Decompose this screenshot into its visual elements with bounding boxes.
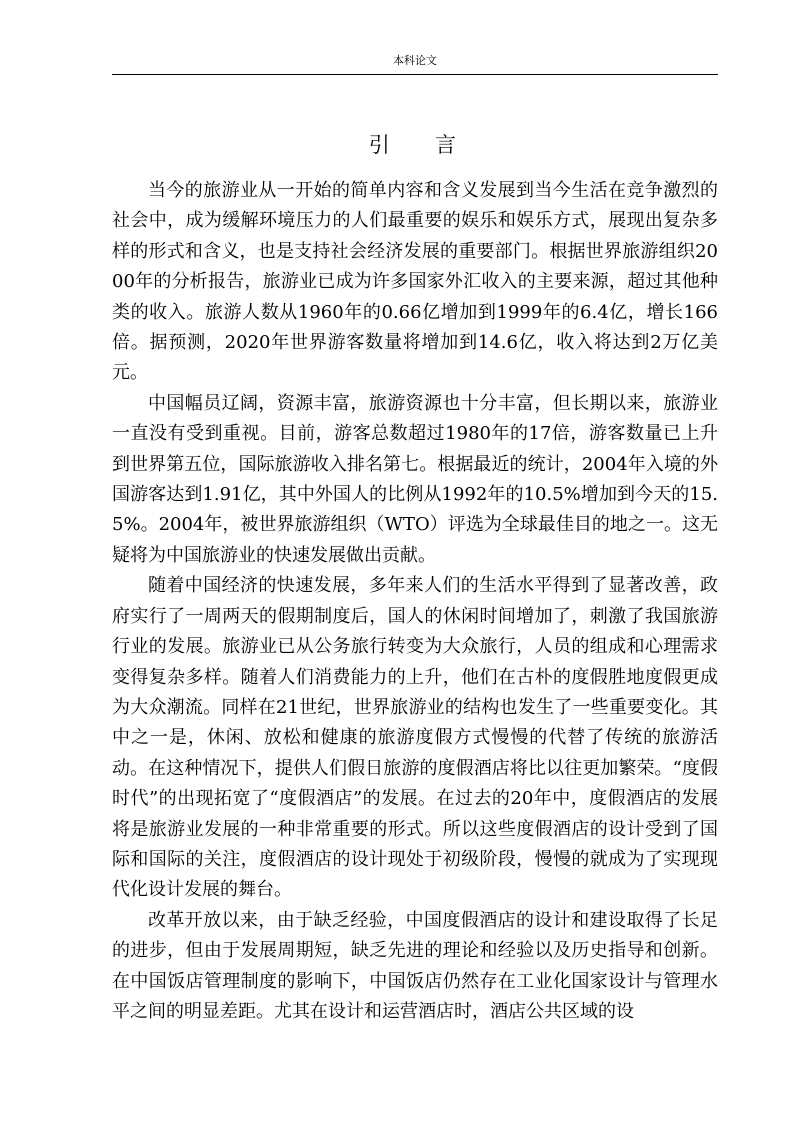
body-text	[112, 176, 718, 1027]
running-header: 本科论文	[112, 54, 718, 75]
section-title-char-2: 言	[435, 133, 462, 157]
section-title-char-1: 引	[368, 133, 395, 157]
paragraph: 改革开放以来，由于缺乏经验，中国度假酒店的设计和建设取得了长足的进步，但由于发展周期短，缺乏先进的理论和经验以及历史指导和创新。在中国饭店管理制度的影响下，中国饭店仍然存在工业化国家设计与管理水平之间的明显差距。尤其在设计和运营酒店时，酒店公共区域的设	[112, 909, 718, 1022]
paragraph: 随着中国经济的快速发展，多年来人们的生活水平得到了显著改善，政府实行了一周两天的假期制度后，国人的休闲时间增加了，刺激了我国旅游行业的发展。旅游业已从公务旅行转变为大众旅行，人员的组成和心理需求变得复杂多样。随着人们消费能力的上升，他们在古朴的度假胜地度假更成为大众潮流。同样在21世纪，世界旅游业的结构也发生了一些重要变化。其中之一是，休闲、放松和健康的旅游度假方式慢慢的代替了传统的旅游活动。在这种情况下，提供人们假日旅游的度假酒店将比以往更加繁荣。“度假时代”的出现拓宽了“度假酒店”的发展。在过去的20年中，度假酒店的发展将是旅游业发展的一种非常重要的形式。所以这些度假酒店的设计受到了国际和国际的关注，度假酒店的设计现处于初级阶段，慢慢的就成为了实现现代化设计发展的舞台。	[112, 575, 718, 901]
paragraph: 当今的旅游业从一开始的简单内容和含义发展到当今生活在竞争激烈的社会中，成为缓解环境压力的人们最重要的娱乐和娱乐方式，展现出复杂多样的形式和含义，也是支持社会经济发展的重要部门。根据世界旅游组织2000年的分析报告，旅游业已成为许多国家外汇收入的主要来源，超过其他种类的收入。旅游人数从1960年的0.66亿增加到1999年的6.4亿，增长166倍。据预测，2020年世界游客数量将增加到14.6亿，收入将达到2万亿美元。	[112, 180, 718, 384]
section-title	[112, 130, 718, 160]
paragraph: 中国幅员辽阔，资源丰富，旅游资源也十分丰富，但长期以来，旅游业一直没有受到重视。目前，游客总数超过1980年的17倍，游客数量已上升到世界第五位，国际旅游收入排名第七。根据最近的统计，2004年入境的外国游客达到1.91亿，其中外国人的比例从1992年的10.5%增加到今天的15.5%。2004年，被世界旅游组织（WTO）评选为全球最佳目的地之一。这无疑将为中国旅游业的快速发展做出贡献。	[112, 392, 718, 566]
